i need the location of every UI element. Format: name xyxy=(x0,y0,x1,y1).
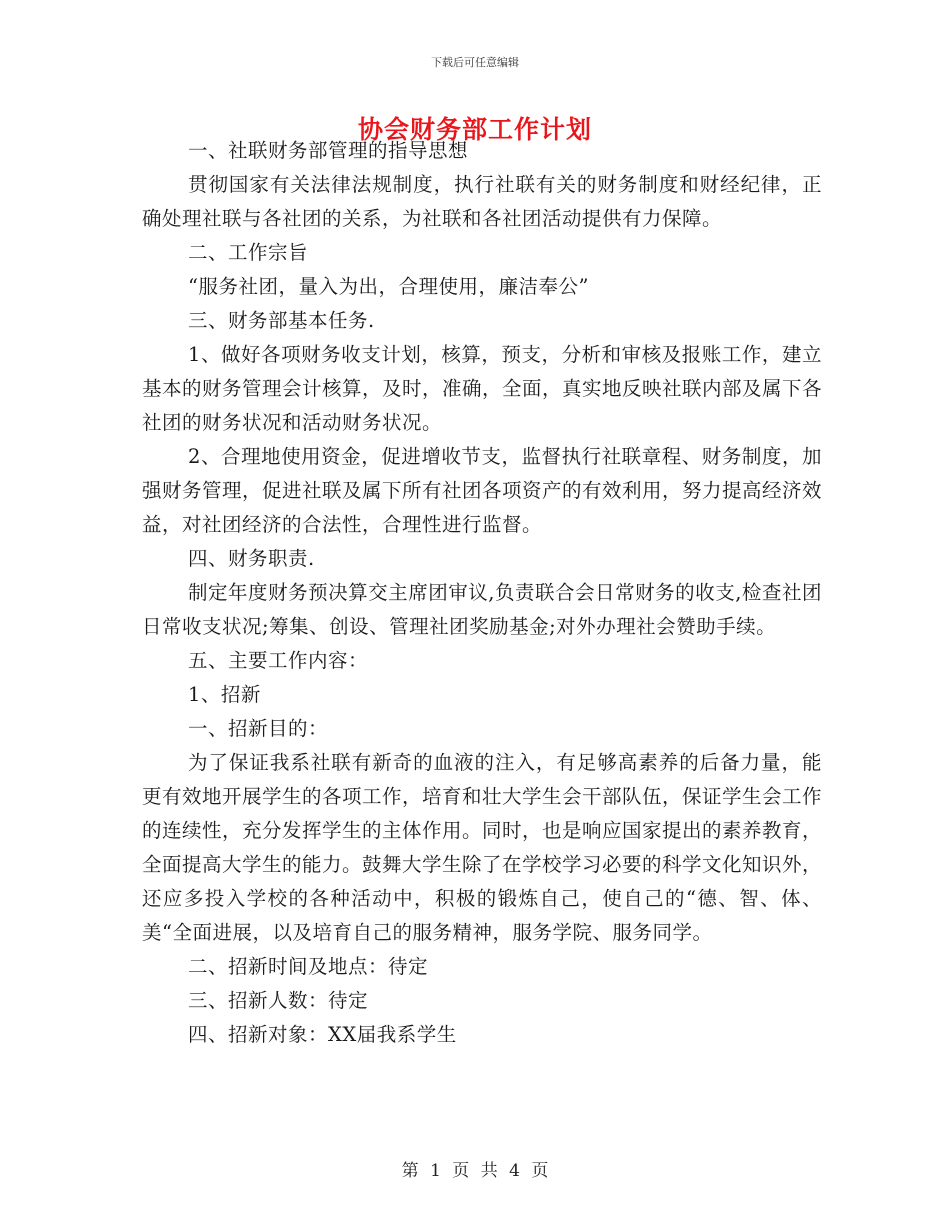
paragraph-guiding-ideology: 贯彻国家有关法律法规制度，执行社联有关的财务制度和财经纪律，正确处理社联与各社团的关系，为社联和各社团活动提供有力保障。 xyxy=(142,173,822,230)
paragraph-work-purpose: “服务社团，量入为出，合理使用，廉洁奉公” xyxy=(188,275,589,298)
paragraph-task-2: 2、合理地使用资金，促进增收节支，监督执行社联章程、财务制度，加强财务管理，促进社联及属下所有社团各项资产的有效利用，努力提高经济效益，对社团经济的合法性，合理性进行监督。 xyxy=(142,445,823,536)
paragraph-recruitment-target: 四、招新对象：XX届我系学生 xyxy=(188,1023,457,1046)
page-header-note: 下载后可任意编辑 xyxy=(431,56,519,69)
heading-main-work: 五、主要工作内容： xyxy=(188,649,369,672)
paragraph-recruitment-time: 二、招新时间及地点：待定 xyxy=(188,955,429,978)
document-title: 协会财务部工作计划 xyxy=(357,115,592,144)
document-body xyxy=(142,134,822,1052)
paragraph-task-1: 1、做好各项财务收支计划，核算，预支，分析和审核及报账工作，建立基本的财务管理会计核算，及时，准确，全面，真实地反映社联内部及属下各社团的财务状况和活动财务状况。 xyxy=(142,343,823,434)
heading-basic-tasks: 三、财务部基本任务. xyxy=(188,309,375,332)
heading-recruitment: 1、招新 xyxy=(188,683,261,706)
heading-recruitment-purpose: 一、招新目的： xyxy=(188,717,329,740)
heading-work-purpose: 二、工作宗旨 xyxy=(188,241,309,264)
heading-guiding-ideology: 一、社联财务部管理的指导思想 xyxy=(188,139,469,162)
paragraph-recruitment-purpose: 为了保证我系社联有新奇的血液的注入，有足够高素养的后备力量，能更有效地开展学生的各项工作，培育和壮大学生会干部队伍，保证学生会工作的连续性，充分发挥学生的主体作用。同时，也是响应国家提出的素养教育，全面提高大学生的能力。鼓舞大学生除了在学校学习必要的科学文化知识外，还应多投入学校的各种活动中，积极的锻炼自己，使自己的“德、智、体、美“全面进展，以及培育自己的服务精神，服务学院、服务同学。 xyxy=(142,751,823,944)
page-number: 第 1 页 共 4 页 xyxy=(401,1161,549,1181)
paragraph-duties: 制定年度财务预决算交主席团审议,负责联合会日常财务的收支,检查社团日常收支状况;筹集、创设、管理社团奖励基金;对外办理社会赞助手续。 xyxy=(142,581,822,638)
paragraph-recruitment-count: 三、招新人数：待定 xyxy=(188,989,369,1012)
heading-duties: 四、财务职责. xyxy=(188,547,315,570)
